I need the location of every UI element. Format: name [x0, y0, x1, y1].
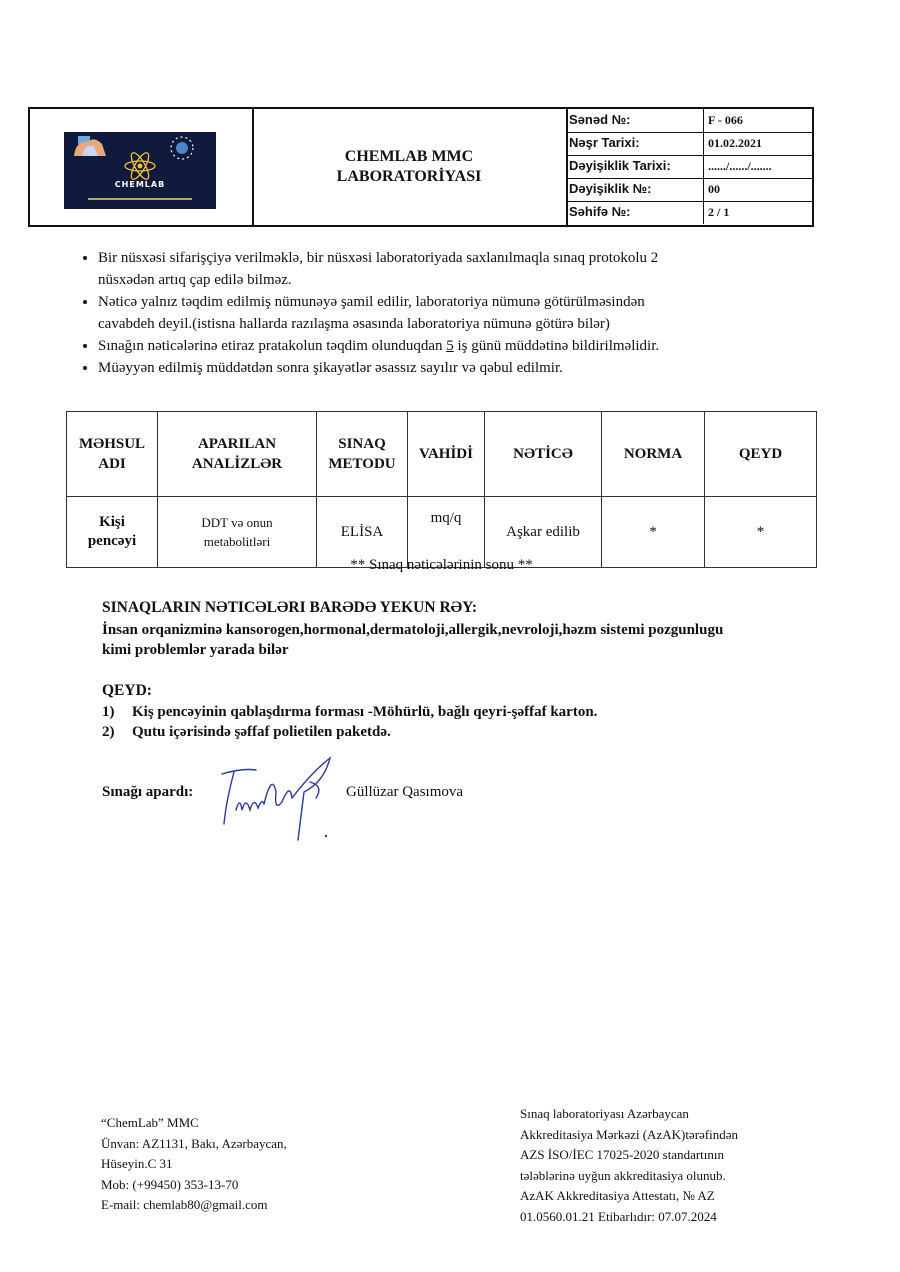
- remark-text: Qutu içərisində şəffaf polietilen paketdə.: [132, 724, 391, 740]
- note-text: Bir nüsxəsi sifarişçiyə verilməklə, bir nüsxəsi laboratoriyada saxlanılmaqla sınaq protokolu 2: [98, 250, 659, 266]
- accreditation-line: AzAK Akkreditasiya Attestatı, № AZ: [520, 1188, 715, 1203]
- remarks-list: [102, 702, 597, 742]
- note-text: Sınağın nəticələrinə etiraz pratakolun təqdim olunduqdan: [98, 338, 447, 354]
- notes-list: [72, 247, 802, 379]
- note-item: [98, 357, 802, 379]
- meta-label: Sənəd №:: [569, 112, 631, 127]
- meta-row-change-date: [566, 155, 812, 179]
- cell-text: metabolitləri: [203, 534, 271, 549]
- note-text: Nəticə yalnız təqdim edilmiş nümunəyə şamil edilir, laboratoriya nümunə götürülməsindən: [98, 294, 645, 310]
- meta-label: Nəşr Tarixi:: [569, 135, 640, 150]
- company-email: E-mail: chemlab80@gmail.com: [101, 1197, 268, 1212]
- col-note: QEYD: [705, 412, 817, 497]
- meta-label: Səhifə №:: [569, 204, 631, 219]
- meta-label: Dəyişiklik Tarixi:: [569, 158, 671, 173]
- meta-row-change-no: [566, 178, 812, 202]
- meta-value: 01.02.2021: [703, 132, 762, 155]
- accreditation-line: 01.0560.01.21 Etibarlıdır: 07.07.2024: [520, 1208, 717, 1224]
- note-item: [98, 291, 802, 335]
- signature-label: Sınağı apardı:: [102, 784, 194, 800]
- logo-graphic-icon: [64, 132, 216, 209]
- meta-value: F - 066: [703, 109, 743, 132]
- cell-result: Aşkar edilib: [485, 497, 602, 568]
- col-product-name: MƏHSUL ADI: [67, 412, 158, 497]
- company-address: Ünvan: AZ1131, Bakı, Azərbaycan,: [101, 1135, 287, 1151]
- cell-text: pencəyi: [87, 533, 137, 549]
- document-meta: [566, 109, 812, 225]
- signature-icon: [212, 752, 342, 844]
- company-phone: Mob: (+99450) 353-13-70: [101, 1176, 239, 1192]
- conclusion-title: SINAQLARIN NƏTICƏLƏRI BARƏDƏ YEKUN RƏY:: [102, 599, 478, 616]
- remark-item: [102, 702, 597, 722]
- company-street: Hüseyin.C 31: [101, 1156, 173, 1171]
- col-analyses: APARILAN ANALİZLƏR: [158, 412, 317, 497]
- tester-name: Güllüzar Qasımova: [346, 784, 464, 800]
- cell-note: *: [705, 497, 817, 568]
- remark-num: 2): [102, 724, 115, 740]
- company-name: “ChemLab” MMC: [101, 1115, 199, 1130]
- lab-title-line1: CHEMLAB MMC: [344, 148, 474, 165]
- meta-value: ....../....../.......: [703, 155, 772, 178]
- table-header-row: [67, 412, 817, 497]
- col-unit: VAHİDİ: [408, 412, 485, 497]
- results-table: [66, 411, 817, 568]
- meta-row-page-no: [566, 201, 812, 225]
- conclusion-line: kimi problemlər yarada bilər: [102, 642, 289, 658]
- note-text: Müəyyən edilmiş müddətdən sonra şikayətlər əsassız sayılır və qəbul edilmir.: [98, 360, 563, 376]
- note-text: cavabdeh deyil.(istisna hallarda razılaşma əsasında laboratoriya nümunə götürə bilər): [98, 316, 610, 332]
- objection-days: 5: [446, 338, 454, 354]
- col-norma: NORMA: [602, 412, 705, 497]
- meta-row-document-no: [566, 109, 812, 133]
- note-item: [98, 247, 802, 291]
- accreditation-line: tələblərinə uyğun akkreditasiya olunub.: [520, 1167, 726, 1183]
- note-text: nüsxədən artıq çap edilə bilməz.: [98, 272, 292, 288]
- cell-text: Kişi: [99, 514, 125, 530]
- cell-unit: mq/q: [408, 497, 485, 568]
- chemlab-logo: [64, 132, 216, 209]
- accreditation-line: AZS İSO/İEC 17025-2020 standartının: [520, 1147, 725, 1162]
- meta-label: Dəyişiklik №:: [569, 181, 652, 196]
- cell-method: ELİSA: [317, 497, 408, 568]
- accreditation-line: Sınaq laboratoriyası Azərbaycan: [520, 1106, 689, 1121]
- company-contacts: [101, 1113, 287, 1216]
- col-method: SINAQ METODU: [317, 412, 408, 497]
- remarks-title: QEYD:: [102, 682, 152, 699]
- lab-title: [252, 109, 568, 225]
- accreditation-info: [520, 1104, 738, 1227]
- logo-cell: [30, 109, 254, 225]
- cell-text: DDT və onun: [201, 515, 273, 530]
- accreditation-line: Akkreditasiya Mərkəzi (AzAK)tərəfindən: [520, 1126, 739, 1142]
- note-item: [98, 335, 802, 357]
- col-result: NƏTİCƏ: [485, 412, 602, 497]
- remark-num: 1): [102, 704, 115, 720]
- conclusion-text: [102, 620, 842, 660]
- results-end-note: ** Sınaq nəticələrinin sonu **: [350, 557, 533, 573]
- meta-value: 00: [703, 178, 720, 201]
- conclusion-line: İnsan orqanizminə kansorogen,hormonal,dermatoloji,allergik,nevroloji,həzm sistemi pozgunlugu: [102, 622, 724, 638]
- remark-item: [102, 722, 597, 742]
- remark-text: Kiş pencəyinin qablaşdırma forması -Möhürlü, bağlı qeyri-şəffaf karton.: [132, 704, 598, 720]
- note-text: iş günü müddətinə bildirilməlidir.: [453, 338, 660, 354]
- meta-row-publish-date: [566, 132, 812, 156]
- document-header: [28, 107, 814, 227]
- logo-text: CHEMLAB: [114, 180, 166, 189]
- meta-value: 2 / 1: [703, 201, 729, 224]
- lab-title-line2: LABORATORİYASI: [336, 168, 482, 185]
- cell-norma: *: [602, 497, 705, 568]
